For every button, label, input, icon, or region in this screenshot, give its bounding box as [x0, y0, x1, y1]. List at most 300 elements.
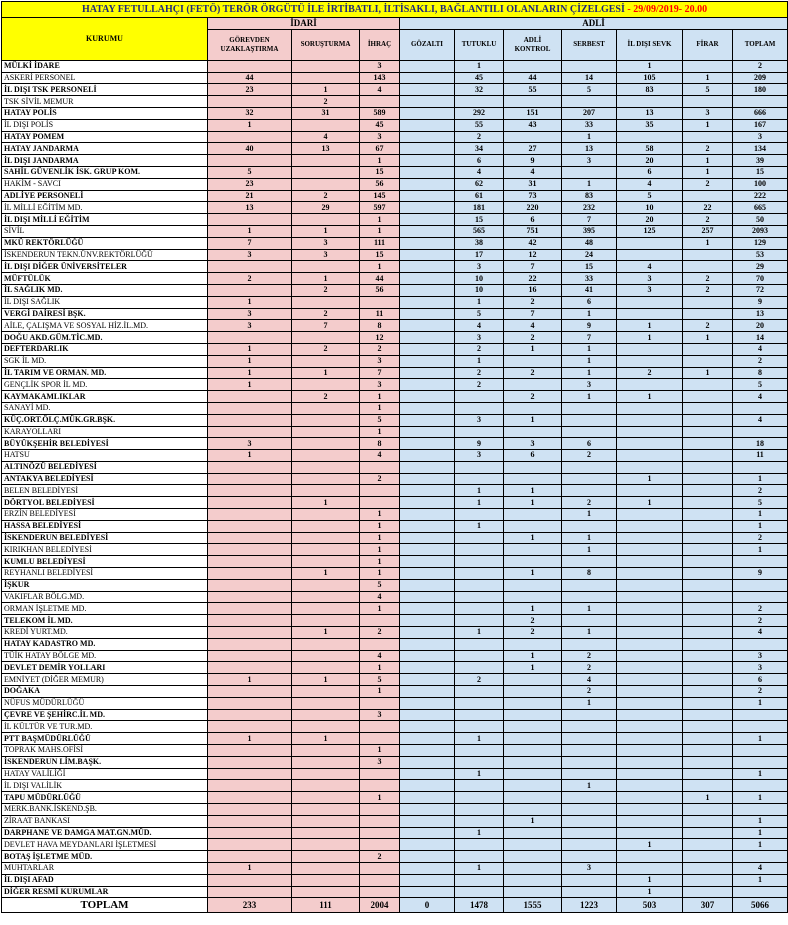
- value-cell: [360, 874, 400, 886]
- table-row: [2, 450, 788, 462]
- value-cell: 56: [360, 178, 400, 190]
- table-row: [2, 815, 788, 827]
- value-cell: [683, 804, 733, 816]
- value-cell: 9: [733, 568, 788, 580]
- value-cell: [400, 414, 455, 426]
- value-cell: 1: [208, 674, 292, 686]
- value-cell: 3: [733, 662, 788, 674]
- value-cell: 1: [208, 119, 292, 131]
- table-row: [2, 780, 788, 792]
- value-cell: [504, 591, 562, 603]
- value-cell: [455, 874, 504, 886]
- value-cell: 4: [360, 591, 400, 603]
- value-cell: [455, 792, 504, 804]
- value-cell: [562, 886, 617, 898]
- value-cell: [208, 839, 292, 851]
- value-cell: [360, 839, 400, 851]
- table-row: [2, 107, 788, 119]
- value-cell: 1: [360, 225, 400, 237]
- institution-name: DÖRTYOL BELEDİYESİ: [2, 497, 208, 509]
- value-cell: 181: [455, 202, 504, 214]
- institution-name: İSKENDERUN BELEDİYESİ: [2, 532, 208, 544]
- value-cell: 27: [504, 143, 562, 155]
- value-cell: [400, 709, 455, 721]
- value-cell: [617, 815, 683, 827]
- value-cell: 9: [455, 438, 504, 450]
- institution-name: MÜFTÜLÜK: [2, 273, 208, 285]
- value-cell: 1: [360, 402, 400, 414]
- value-cell: 1: [562, 131, 617, 143]
- value-cell: [617, 603, 683, 615]
- value-cell: 1: [455, 485, 504, 497]
- value-cell: [208, 497, 292, 509]
- value-cell: [400, 815, 455, 827]
- value-cell: 2: [360, 343, 400, 355]
- value-cell: 4: [292, 131, 360, 143]
- col-header-adli-kontrol: ADLİ KONTROL: [504, 29, 562, 60]
- value-cell: 1: [360, 745, 400, 757]
- institution-name: SANAYİ MD.: [2, 402, 208, 414]
- value-cell: [292, 839, 360, 851]
- value-cell: 83: [562, 190, 617, 202]
- value-cell: [208, 60, 292, 72]
- value-cell: [400, 237, 455, 249]
- value-cell: 48: [562, 237, 617, 249]
- value-cell: [562, 768, 617, 780]
- value-cell: [208, 745, 292, 757]
- value-cell: [562, 556, 617, 568]
- value-cell: [683, 60, 733, 72]
- value-cell: 3: [360, 379, 400, 391]
- value-cell: 167: [733, 119, 788, 131]
- value-cell: 1: [360, 426, 400, 438]
- value-cell: 9: [504, 155, 562, 167]
- kurum-header: KURUMU: [2, 18, 208, 61]
- value-cell: [562, 851, 617, 863]
- value-cell: [292, 155, 360, 167]
- value-cell: [208, 615, 292, 627]
- value-cell: [504, 792, 562, 804]
- institution-name: DEVLET DEMİR YOLLARI: [2, 662, 208, 674]
- value-cell: 1: [292, 627, 360, 639]
- value-cell: [400, 650, 455, 662]
- table-row: [2, 756, 788, 768]
- value-cell: 2: [360, 473, 400, 485]
- table-row: [2, 674, 788, 686]
- value-cell: [292, 473, 360, 485]
- value-cell: [400, 697, 455, 709]
- value-cell: [455, 615, 504, 627]
- value-cell: [617, 792, 683, 804]
- value-cell: [208, 638, 292, 650]
- value-cell: 2: [504, 391, 562, 403]
- value-cell: [208, 485, 292, 497]
- col-header-tutuklu: TUTUKLU: [455, 29, 504, 60]
- value-cell: 1: [562, 603, 617, 615]
- value-cell: [292, 426, 360, 438]
- idari-group-header: İDARİ: [208, 18, 400, 30]
- table-row: [2, 72, 788, 84]
- table-row: [2, 591, 788, 603]
- value-cell: 666: [733, 107, 788, 119]
- value-cell: 7: [504, 308, 562, 320]
- value-cell: 7: [208, 237, 292, 249]
- value-cell: [455, 568, 504, 580]
- value-cell: [400, 225, 455, 237]
- table-row: [2, 426, 788, 438]
- value-cell: 1: [208, 343, 292, 355]
- value-cell: 232: [562, 202, 617, 214]
- value-cell: 31: [292, 107, 360, 119]
- value-cell: 3: [360, 709, 400, 721]
- value-cell: [360, 485, 400, 497]
- value-cell: 62: [455, 178, 504, 190]
- value-cell: 3: [562, 155, 617, 167]
- value-cell: 40: [208, 143, 292, 155]
- value-cell: [455, 662, 504, 674]
- value-cell: [562, 461, 617, 473]
- value-cell: [733, 745, 788, 757]
- value-cell: [292, 579, 360, 591]
- value-cell: [400, 284, 455, 296]
- value-cell: [733, 886, 788, 898]
- value-cell: 4: [617, 178, 683, 190]
- value-cell: 1: [208, 733, 292, 745]
- value-cell: 1: [504, 650, 562, 662]
- value-cell: [617, 662, 683, 674]
- value-cell: [504, 379, 562, 391]
- value-cell: [504, 886, 562, 898]
- table-title-row: [2, 2, 788, 18]
- value-cell: [683, 261, 733, 273]
- value-cell: 17: [455, 249, 504, 261]
- value-cell: [292, 296, 360, 308]
- value-cell: [504, 426, 562, 438]
- value-cell: 2: [617, 367, 683, 379]
- value-cell: [208, 827, 292, 839]
- institution-name: İSKENDERUN TEKN.ÜNV.REKTÖRLÜĞÜ: [2, 249, 208, 261]
- value-cell: [683, 721, 733, 733]
- value-cell: [208, 391, 292, 403]
- value-cell: [683, 839, 733, 851]
- table-row: [2, 627, 788, 639]
- value-cell: 3: [208, 438, 292, 450]
- value-cell: [617, 237, 683, 249]
- value-cell: [292, 166, 360, 178]
- value-cell: [617, 509, 683, 521]
- value-cell: 2: [360, 627, 400, 639]
- value-cell: 35: [617, 119, 683, 131]
- value-cell: 1: [733, 520, 788, 532]
- value-cell: 32: [455, 84, 504, 96]
- institution-name: MERK.BANK.İSKEND.ŞB.: [2, 804, 208, 816]
- value-cell: [400, 544, 455, 556]
- value-cell: 6: [504, 450, 562, 462]
- total-cell: 0: [400, 898, 455, 913]
- table-row: [2, 237, 788, 249]
- value-cell: [617, 343, 683, 355]
- value-cell: [504, 402, 562, 414]
- value-cell: [292, 815, 360, 827]
- table-row: [2, 709, 788, 721]
- value-cell: 8: [562, 568, 617, 580]
- value-cell: [360, 638, 400, 650]
- value-cell: 7: [562, 332, 617, 344]
- table-row: [2, 391, 788, 403]
- table-row: [2, 792, 788, 804]
- value-cell: 1: [733, 733, 788, 745]
- value-cell: 597: [360, 202, 400, 214]
- institution-name: DEVLET HAVA MEYDANLARI İŞLETMESİ: [2, 839, 208, 851]
- value-cell: [292, 804, 360, 816]
- value-cell: 7: [504, 261, 562, 273]
- value-cell: 6: [562, 438, 617, 450]
- value-cell: [617, 768, 683, 780]
- value-cell: [400, 556, 455, 568]
- value-cell: 1: [562, 780, 617, 792]
- value-cell: [733, 638, 788, 650]
- value-cell: [208, 650, 292, 662]
- institution-name: İL TARIM VE ORMAN. MD.: [2, 367, 208, 379]
- value-cell: [617, 461, 683, 473]
- value-cell: [400, 674, 455, 686]
- table-row: [2, 662, 788, 674]
- value-cell: [208, 568, 292, 580]
- value-cell: [455, 815, 504, 827]
- value-cell: 1: [733, 839, 788, 851]
- value-cell: 4: [360, 650, 400, 662]
- table-row: [2, 568, 788, 580]
- value-cell: 70: [733, 273, 788, 285]
- value-cell: 55: [504, 84, 562, 96]
- value-cell: [562, 815, 617, 827]
- value-cell: 2: [208, 273, 292, 285]
- value-cell: [400, 355, 455, 367]
- value-cell: 3: [360, 756, 400, 768]
- value-cell: 2: [733, 355, 788, 367]
- value-cell: [504, 473, 562, 485]
- value-cell: [400, 520, 455, 532]
- value-cell: [400, 827, 455, 839]
- value-cell: 3: [455, 261, 504, 273]
- value-cell: [292, 450, 360, 462]
- value-cell: 1: [562, 178, 617, 190]
- table-row: [2, 544, 788, 556]
- value-cell: [683, 131, 733, 143]
- value-cell: [504, 733, 562, 745]
- value-cell: [683, 615, 733, 627]
- institution-name: HATAY VALİLİĞİ: [2, 768, 208, 780]
- value-cell: [400, 473, 455, 485]
- value-cell: [504, 509, 562, 521]
- value-cell: [617, 745, 683, 757]
- value-cell: [504, 556, 562, 568]
- value-cell: [400, 662, 455, 674]
- total-cell: 2004: [360, 898, 400, 913]
- value-cell: 2: [683, 143, 733, 155]
- value-cell: 2: [504, 332, 562, 344]
- table-row: [2, 166, 788, 178]
- table-row: [2, 862, 788, 874]
- value-cell: 15: [455, 214, 504, 226]
- value-cell: 53: [733, 249, 788, 261]
- table-row: [2, 638, 788, 650]
- value-cell: 33: [562, 273, 617, 285]
- value-cell: [208, 591, 292, 603]
- col-header-firar: FİRAR: [683, 29, 733, 60]
- value-cell: 5: [360, 414, 400, 426]
- value-cell: [683, 520, 733, 532]
- institution-name: ORMAN İŞLETME MD.: [2, 603, 208, 615]
- value-cell: [683, 438, 733, 450]
- institution-name: KARAYOLLARI: [2, 426, 208, 438]
- table-title: HATAY FETULLAHÇI (FETÖ) TERÖR ÖRGÜTÜ İLE İRTİBATLI, İLTİSAKLI, BAĞLANTILI OLANLARIN ÇİZELGESİ: [81, 3, 625, 15]
- value-cell: 1: [455, 520, 504, 532]
- value-cell: 1: [562, 627, 617, 639]
- value-cell: [455, 851, 504, 863]
- value-cell: 6: [504, 214, 562, 226]
- value-cell: [400, 603, 455, 615]
- value-cell: 3: [733, 131, 788, 143]
- institution-name: ZİRAAT BANKASI: [2, 815, 208, 827]
- value-cell: [504, 674, 562, 686]
- institution-name: SİVİL: [2, 225, 208, 237]
- value-cell: [617, 308, 683, 320]
- value-cell: [292, 851, 360, 863]
- value-cell: 589: [360, 107, 400, 119]
- value-cell: [208, 686, 292, 698]
- total-row: [2, 898, 788, 913]
- value-cell: [562, 579, 617, 591]
- value-cell: 2: [733, 60, 788, 72]
- value-cell: [400, 249, 455, 261]
- value-cell: 1: [733, 815, 788, 827]
- value-cell: 1: [562, 509, 617, 521]
- value-cell: 125: [617, 225, 683, 237]
- value-cell: [683, 414, 733, 426]
- table-row: [2, 615, 788, 627]
- value-cell: [455, 591, 504, 603]
- value-cell: [292, 615, 360, 627]
- institution-name: ASKERİ PERSONEL: [2, 72, 208, 84]
- value-cell: [292, 721, 360, 733]
- value-cell: [683, 768, 733, 780]
- value-cell: [292, 60, 360, 72]
- institution-name: EMNİYET (DİĞER MEMUR): [2, 674, 208, 686]
- value-cell: 1: [617, 60, 683, 72]
- value-cell: [292, 756, 360, 768]
- value-cell: [292, 874, 360, 886]
- value-cell: [617, 556, 683, 568]
- value-cell: [733, 804, 788, 816]
- value-cell: [208, 756, 292, 768]
- total-cell: 503: [617, 898, 683, 913]
- value-cell: [400, 84, 455, 96]
- table-row: [2, 308, 788, 320]
- value-cell: 5: [455, 308, 504, 320]
- table-row: [2, 343, 788, 355]
- value-cell: 2: [504, 627, 562, 639]
- value-cell: 1: [208, 862, 292, 874]
- value-cell: 1: [360, 568, 400, 580]
- value-cell: [360, 768, 400, 780]
- value-cell: 1: [455, 296, 504, 308]
- value-cell: [400, 143, 455, 155]
- value-cell: [683, 851, 733, 863]
- value-cell: [617, 697, 683, 709]
- table-row: [2, 686, 788, 698]
- institution-name: TÜİK HATAY BÖLGE MD.: [2, 650, 208, 662]
- value-cell: [562, 414, 617, 426]
- value-cell: [683, 509, 733, 521]
- table-row: [2, 131, 788, 143]
- value-cell: 42: [504, 237, 562, 249]
- value-cell: 4: [617, 261, 683, 273]
- value-cell: [400, 119, 455, 131]
- institution-name: AİLE, ÇALIŞMA VE SOSYAL HİZ.İL.MD.: [2, 320, 208, 332]
- table-row: [2, 520, 788, 532]
- value-cell: 2: [455, 674, 504, 686]
- value-cell: 1: [292, 84, 360, 96]
- institution-name: GENÇLİK SPOR İL MD.: [2, 379, 208, 391]
- value-cell: 1: [733, 544, 788, 556]
- table-row: [2, 827, 788, 839]
- value-cell: 44: [360, 273, 400, 285]
- value-cell: 24: [562, 249, 617, 261]
- institution-name: İSKENDERUN LİM.BAŞK.: [2, 756, 208, 768]
- table-row: [2, 485, 788, 497]
- value-cell: [504, 579, 562, 591]
- value-cell: [400, 804, 455, 816]
- institution-name: HASSA BELEDİYESİ: [2, 520, 208, 532]
- value-cell: [617, 780, 683, 792]
- value-cell: 22: [504, 273, 562, 285]
- value-cell: [400, 579, 455, 591]
- value-cell: [617, 544, 683, 556]
- value-cell: 1: [617, 332, 683, 344]
- institution-name: HATAY POLİS: [2, 107, 208, 119]
- value-cell: [455, 839, 504, 851]
- value-cell: 1: [562, 391, 617, 403]
- value-cell: [292, 485, 360, 497]
- value-cell: 1: [504, 532, 562, 544]
- value-cell: 4: [733, 391, 788, 403]
- value-cell: [292, 638, 360, 650]
- table-row: [2, 155, 788, 167]
- value-cell: 2: [455, 131, 504, 143]
- value-cell: [562, 792, 617, 804]
- value-cell: [683, 886, 733, 898]
- value-cell: 3: [504, 438, 562, 450]
- institution-name: SGK İL MD.: [2, 355, 208, 367]
- value-cell: 1: [683, 367, 733, 379]
- value-cell: 257: [683, 225, 733, 237]
- institution-name: KUMLU BELEDİYESİ: [2, 556, 208, 568]
- value-cell: 15: [360, 166, 400, 178]
- value-cell: [504, 355, 562, 367]
- institution-name: NÜFUS MÜDÜRLÜĞÜ: [2, 697, 208, 709]
- value-cell: [360, 296, 400, 308]
- value-cell: 1: [504, 485, 562, 497]
- value-cell: 1: [455, 497, 504, 509]
- table-row: [2, 332, 788, 344]
- value-cell: [617, 532, 683, 544]
- value-cell: [208, 804, 292, 816]
- value-cell: [292, 178, 360, 190]
- value-cell: 6: [455, 155, 504, 167]
- value-cell: [208, 556, 292, 568]
- value-cell: [455, 402, 504, 414]
